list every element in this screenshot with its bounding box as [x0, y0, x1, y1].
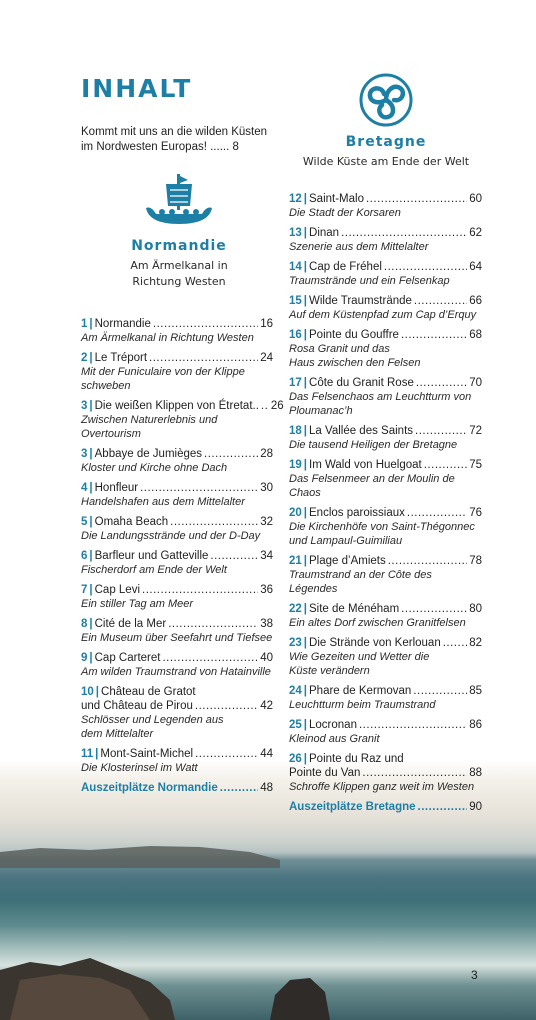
toc-entry-number: 17	[289, 377, 302, 389]
toc-entry-title: Honfleur	[94, 482, 139, 494]
toc-entry-subtitle: Kloster und Kirche ohne Dach	[81, 462, 228, 474]
toc-entry-separator: |	[89, 400, 93, 412]
toc-entry-title-row	[289, 424, 482, 438]
intro-sentence: Kommt mit uns an die wilden Küsten im Nordwesten Europas!	[81, 126, 268, 153]
toc-entry-page: 70	[469, 377, 482, 389]
toc-entry-page: 30	[260, 482, 273, 494]
toc-entry-number: 3	[81, 448, 88, 460]
toc-entry-page: 76	[469, 507, 482, 519]
toc-leader-dots	[220, 781, 258, 795]
toc-entry-title-row	[289, 328, 482, 342]
toc-entry-title-row	[289, 192, 482, 206]
toc-entry-subtitle-cont: Overtourism	[81, 428, 141, 440]
toc-entry-subtitle: Ein Museum über Seefahrt und Tiefsee	[81, 632, 273, 644]
toc-entry-separator: |	[89, 618, 93, 630]
toc-leader-dots	[149, 351, 258, 365]
toc-leader-dots	[168, 617, 258, 631]
toc-entry-title-cont: und Château de Pirou	[81, 700, 193, 712]
toc-leader-dots	[443, 636, 467, 650]
toc-entry-title-row	[81, 549, 273, 563]
toc-entry-page: 28	[260, 448, 273, 460]
toc-entry-number: 15	[289, 295, 302, 307]
toc-entry-number: 6	[81, 550, 88, 562]
toc-entry-title: Enclos paroissiaux	[309, 507, 405, 519]
rocks-foreground	[0, 940, 536, 1020]
toc-entry-title-row	[289, 602, 482, 616]
toc-entry-separator: |	[303, 507, 308, 519]
toc-entry[interactable]	[289, 718, 482, 746]
toc-entry-page: 64	[469, 261, 482, 273]
toc-entry-page: 44	[260, 748, 273, 760]
normandie-title: Normandie	[131, 238, 227, 254]
toc-entry-separator: |	[89, 318, 93, 330]
toc-entry[interactable]	[81, 747, 273, 775]
toc-entry-subtitle: Handelshafen aus dem Mittelalter	[81, 496, 245, 508]
toc-entry-title-row	[289, 506, 482, 520]
toc-entry-title: Im Wald von Huelgoat	[309, 459, 422, 471]
toc-entry-page: 32	[260, 516, 273, 528]
toc-leader-dots	[418, 800, 468, 814]
toc-entry-title: Château de Gratot	[101, 686, 196, 698]
toc-entry-subtitle: Die Kirchenhöfe von Saint-Thégonnec	[289, 521, 475, 533]
bretagne-toc	[289, 192, 482, 814]
toc-entry-number: 3	[81, 400, 88, 412]
toc-entry-title: Cap Levi	[94, 584, 141, 596]
toc-entry-number: 20	[289, 507, 302, 519]
toc-entry[interactable]	[289, 602, 482, 630]
toc-entry-number: 26	[289, 753, 302, 765]
toc-entry-page: 26	[270, 400, 284, 412]
toc-entry-subtitle-cont: Ploumanac’h	[289, 405, 353, 417]
toc-entry-page: 82	[469, 637, 482, 649]
toc-entry-title: Cap de Fréhel	[309, 261, 382, 273]
toc-entry-page: 40	[260, 652, 273, 664]
toc-entry[interactable]	[81, 515, 273, 543]
toc-entry-separator: |	[95, 748, 99, 760]
toc-entry-title-row	[81, 481, 273, 495]
toc-entry[interactable]	[289, 328, 482, 370]
toc-entry[interactable]	[81, 399, 284, 441]
toc-entry-title: Cité de la Mer	[94, 618, 167, 630]
toc-entry-subtitle: Die Stadt der Korsaren	[289, 207, 401, 219]
toc-entry-title: Saint-Malo	[309, 193, 364, 205]
toc-entry-page: 88	[469, 767, 482, 779]
toc-entry-page: 62	[469, 227, 482, 239]
toc-leader-dots	[195, 747, 258, 761]
toc-entry-number: 18	[289, 425, 302, 437]
normandie-subtitle-line2: Richtung Westen	[132, 275, 226, 288]
auszeitplaetze-page: 48	[260, 782, 273, 794]
toc-entry-page: 16	[260, 318, 273, 330]
page-title: INHALT	[81, 74, 193, 103]
toc-entry-separator: |	[303, 377, 308, 389]
toc-entry-title: Pointe du Raz und	[309, 753, 404, 765]
toc-entry-separator: |	[303, 459, 308, 471]
toc-entry-page: 75	[469, 459, 482, 471]
toc-entry[interactable]	[289, 458, 482, 500]
bretagne-header	[286, 72, 486, 170]
toc-entry-page: 72	[469, 425, 482, 437]
toc-leader-dots	[142, 583, 258, 597]
auszeitplaetze-entry[interactable]	[81, 781, 273, 795]
toc-entry-subtitle: Leuchtturm beim Traumstrand	[289, 699, 436, 711]
toc-entry-number: 8	[81, 618, 88, 630]
toc-entry-subtitle: Ein altes Dorf zwischen Granitfelsen	[289, 617, 466, 629]
toc-entry-subtitle: Traumstrände und ein Felsenkap	[289, 275, 450, 287]
toc-entry-page: 78	[469, 555, 482, 567]
toc-entry-subtitle: Schroffe Klippen ganz weit im Westen	[289, 781, 475, 793]
toc-leader-dots	[366, 192, 467, 206]
toc-entry-subtitle: Die tausend Heiligen der Bretagne	[289, 439, 458, 451]
toc-entry-title: La Vallée des Saints	[309, 425, 414, 437]
toc-leader-dots	[153, 317, 258, 331]
toc-entry-title-row	[289, 554, 482, 568]
toc-leader-dots	[170, 515, 258, 529]
toc-entry-number: 9	[81, 652, 88, 664]
toc-entry[interactable]	[289, 636, 482, 678]
toc-entry-subtitle: Zwischen Naturerlebnis und	[81, 414, 218, 426]
toc-entry-number: 23	[289, 637, 302, 649]
toc-entry-page: 34	[260, 550, 273, 562]
toc-entry-separator: |	[303, 555, 308, 567]
toc-entry-number: 22	[289, 603, 302, 615]
toc-entry-separator: |	[303, 295, 308, 307]
toc-entry-subtitle: Wie Gezeiten und Wetter die	[289, 651, 430, 663]
toc-entry-title: Cap Carteret	[94, 652, 161, 664]
toc-entry-title-row	[289, 684, 482, 698]
toc-entry-separator: |	[303, 329, 308, 341]
page-number: 3	[471, 968, 478, 982]
intro-text: Kommt mit uns an die wilden Küsten im Nordwesten Europas! ...... 8	[81, 126, 268, 153]
toc-entry-title: Dinan	[309, 227, 340, 239]
toc-entry[interactable]	[289, 260, 482, 288]
toc-entry-title-row	[81, 583, 273, 597]
toc-entry[interactable]	[81, 481, 273, 509]
toc-entry-title: Omaha Beach	[94, 516, 169, 528]
toc-entry-title-row	[81, 515, 273, 529]
toc-entry[interactable]	[289, 424, 482, 452]
toc-leader-dots	[407, 506, 467, 520]
toc-leader-dots	[195, 699, 258, 713]
toc-entry-title-row	[81, 685, 273, 699]
toc-entry-number: 5	[81, 516, 88, 528]
toc-entry-title-row	[81, 317, 273, 331]
toc-entry-title-row	[289, 636, 482, 650]
toc-entry-number: 2	[81, 352, 88, 364]
toc-entry-subtitle: Schlösser und Legenden aus	[81, 714, 224, 726]
toc-leader-dots	[415, 424, 467, 438]
toc-entry-subtitle: Die Landungsstrände und der D-Day	[81, 530, 261, 542]
toc-entry-number: 25	[289, 719, 302, 731]
toc-leader-dots	[204, 447, 258, 461]
auszeitplaetze-entry[interactable]	[289, 800, 482, 814]
toc-entry-subtitle: Am wilden Traumstrand von Hatainville	[81, 666, 271, 678]
toc-entry-page: 66	[469, 295, 482, 307]
auszeitplaetze-page: 90	[469, 801, 482, 813]
toc-entry-title-row	[289, 294, 482, 308]
toc-entry-page: 36	[260, 584, 273, 596]
toc-entry-title: Wilde Traumstrände	[309, 295, 412, 307]
toc-entry[interactable]	[289, 376, 482, 418]
toc-entry[interactable]	[81, 583, 273, 611]
toc-entry-title-row	[289, 376, 482, 390]
toc-entry-subtitle: Das Felsenchaos am Leuchtturm von	[289, 391, 472, 403]
toc-entry-title-row	[81, 699, 273, 713]
toc-leader-dots	[414, 294, 467, 308]
toc-entry-subtitle: Mit der Funiculaire von der Klippe	[81, 366, 245, 378]
toc-entry-subtitle-cont: Küste verändern	[289, 665, 370, 677]
toc-leader-dots	[261, 399, 269, 413]
toc-entry[interactable]	[289, 506, 482, 548]
toc-entry-separator: |	[89, 652, 93, 664]
toc-entry-number: 4	[81, 482, 88, 494]
toc-entry-subtitle: Die Klosterinsel im Watt	[81, 762, 198, 774]
toc-entry-number: 13	[289, 227, 302, 239]
toc-entry-subtitle: Traumstrand an der Côte des Légendes	[289, 569, 432, 595]
toc-entry-page: 85	[469, 685, 482, 697]
toc-entry-title-row	[289, 752, 482, 766]
toc-entry-subtitle: Am Ärmelkanal in Richtung Westen	[81, 332, 254, 344]
toc-entry-number: 21	[289, 555, 302, 567]
toc-entry-separator: |	[89, 482, 93, 494]
toc-entry-separator: |	[89, 352, 93, 364]
toc-entry-subtitle: Fischerdorf am Ende der Welt	[81, 564, 227, 576]
toc-entry[interactable]	[289, 684, 482, 712]
toc-entry-title-row	[81, 617, 273, 631]
toc-entry-separator: |	[89, 584, 93, 596]
toc-entry-number: 14	[289, 261, 302, 273]
toc-entry-separator: |	[303, 637, 308, 649]
toc-leader-dots	[424, 458, 467, 472]
toc-entry-separator: |	[89, 550, 93, 562]
intro-page: 8	[232, 141, 239, 153]
toc-leader-dots	[416, 376, 467, 390]
toc-entry-number: 1	[81, 318, 88, 330]
toc-entry[interactable]	[289, 294, 482, 322]
headland-silhouette	[0, 838, 280, 868]
toc-entry-page: 60	[469, 193, 482, 205]
toc-entry-title-row	[81, 651, 273, 665]
toc-entry-page: 38	[260, 618, 273, 630]
toc-entry[interactable]	[81, 617, 273, 645]
toc-entry[interactable]	[289, 192, 482, 220]
toc-entry-title: Normandie	[94, 318, 151, 330]
normandie-header	[81, 172, 277, 290]
toc-entry-subtitle: Kleinod aus Granit	[289, 733, 380, 745]
toc-entry-subtitle: Szenerie aus dem Mittelalter	[289, 241, 429, 253]
toc-entry-page: 86	[469, 719, 482, 731]
toc-entry-title: Die Strände von Kerlouan	[309, 637, 441, 649]
bretagne-subtitle: Wilde Küste am Ende der Welt	[302, 155, 470, 168]
toc-entry-number: 19	[289, 459, 302, 471]
toc-entry-subtitle: Ein stiller Tag am Meer	[81, 598, 194, 610]
toc-entry-title: Pointe du Gouffre	[309, 329, 399, 341]
toc-leader-dots	[362, 766, 467, 780]
toc-entry-number: 24	[289, 685, 302, 697]
normandie-subtitle	[81, 258, 277, 290]
toc-leader-dots	[388, 554, 467, 568]
toc-entry-separator: |	[303, 753, 308, 765]
toc-entry-title: Plage d’Amiets	[309, 555, 386, 567]
toc-entry[interactable]	[81, 351, 273, 393]
toc-entry-title-cont: Pointe du Van	[289, 767, 361, 779]
toc-leader-dots	[401, 602, 467, 616]
toc-entry-separator: |	[303, 685, 308, 697]
toc-entry[interactable]	[81, 651, 273, 679]
toc-entry-page: 68	[469, 329, 482, 341]
toc-entry-subtitle-cont: Haus zwischen den Felsen	[289, 357, 421, 369]
toc-entry-subtitle-cont: dem Mittelalter	[81, 728, 154, 740]
toc-entry-title-row	[289, 260, 482, 274]
toc-entry-title-row	[289, 718, 482, 732]
toc-entry-separator: |	[303, 719, 308, 731]
toc-entry-title: Phare de Kermovan	[309, 685, 412, 697]
toc-entry-subtitle-cont: schweben	[81, 380, 131, 392]
toc-entry-title-row	[289, 766, 482, 780]
toc-entry-number: 7	[81, 584, 88, 596]
toc-entry-separator: |	[89, 516, 93, 528]
bretagne-title: Bretagne	[345, 134, 427, 150]
toc-entry-separator: |	[303, 227, 308, 239]
toc-entry-number: 16	[289, 329, 302, 341]
toc-entry-separator: |	[95, 686, 100, 698]
toc-entry-title-row	[81, 399, 284, 413]
toc-entry-number: 11	[81, 748, 94, 760]
toc-entry-title: Le Tréport	[94, 352, 148, 364]
toc-entry-subtitle: Das Felsenmeer an der Moulin de Chaos	[289, 473, 455, 499]
toc-leader-dots	[210, 549, 258, 563]
toc-entry-separator: |	[303, 603, 308, 615]
toc-entry-title: Locronan	[309, 719, 357, 731]
toc-entry-page: 42	[260, 700, 273, 712]
toc-entry-separator: |	[303, 425, 308, 437]
toc-entry-title: Mont-Saint-Michel	[100, 748, 194, 760]
normandie-subtitle-line1: Am Ärmelkanal in	[130, 259, 228, 272]
normandie-toc	[81, 317, 284, 795]
toc-entry-title-row	[289, 458, 482, 472]
toc-entry-title-row	[81, 351, 273, 365]
auszeitplaetze-title: Auszeitplätze Bretagne	[289, 801, 416, 813]
toc-entry-page: 24	[260, 352, 273, 364]
toc-leader-dots	[162, 651, 258, 665]
toc-leader-dots	[140, 481, 258, 495]
toc-entry[interactable]	[81, 549, 273, 577]
toc-entry-title-row	[81, 447, 273, 461]
toc-entry-number: 12	[289, 193, 302, 205]
toc-entry-title-row	[81, 747, 273, 761]
toc-leader-dots	[413, 684, 467, 698]
toc-entry-title: Barfleur und Gatteville	[94, 550, 209, 562]
toc-leader-dots	[384, 260, 467, 274]
toc-entry[interactable]	[289, 226, 482, 254]
toc-entry-title: Côte du Granit Rose	[309, 377, 414, 389]
toc-entry[interactable]	[81, 317, 273, 345]
toc-entry-number: 10	[81, 686, 94, 698]
toc-entry-separator: |	[303, 193, 308, 205]
toc-entry-page: 80	[469, 603, 482, 615]
triskele-icon	[358, 72, 414, 128]
toc-entry[interactable]	[81, 685, 273, 741]
toc-entry[interactable]	[289, 554, 482, 596]
toc-entry-title: Abbaye de Jumièges	[94, 448, 203, 460]
toc-entry-separator: |	[303, 261, 308, 273]
toc-entry-subtitle: Rosa Granit und das	[289, 343, 390, 355]
auszeitplaetze-title: Auszeitplätze Normandie	[81, 782, 218, 794]
toc-entry-subtitle-cont: und Lampaul-Guimiliau	[289, 535, 403, 547]
toc-entry-subtitle: Auf dem Küstenpfad zum Cap d’Erquy	[289, 309, 477, 321]
toc-entry[interactable]	[289, 752, 482, 794]
toc-entry[interactable]	[81, 447, 273, 475]
toc-entry-title-row	[289, 226, 482, 240]
toc-entry-title: Die weißen Klippen von Étretat..	[94, 400, 259, 412]
viking-ship-icon	[144, 172, 214, 230]
toc-leader-dots	[341, 226, 467, 240]
toc-entry-title: Site de Ménéham	[309, 603, 400, 615]
toc-entry-separator: |	[89, 448, 93, 460]
toc-leader-dots	[359, 718, 467, 732]
toc-leader-dots	[401, 328, 467, 342]
